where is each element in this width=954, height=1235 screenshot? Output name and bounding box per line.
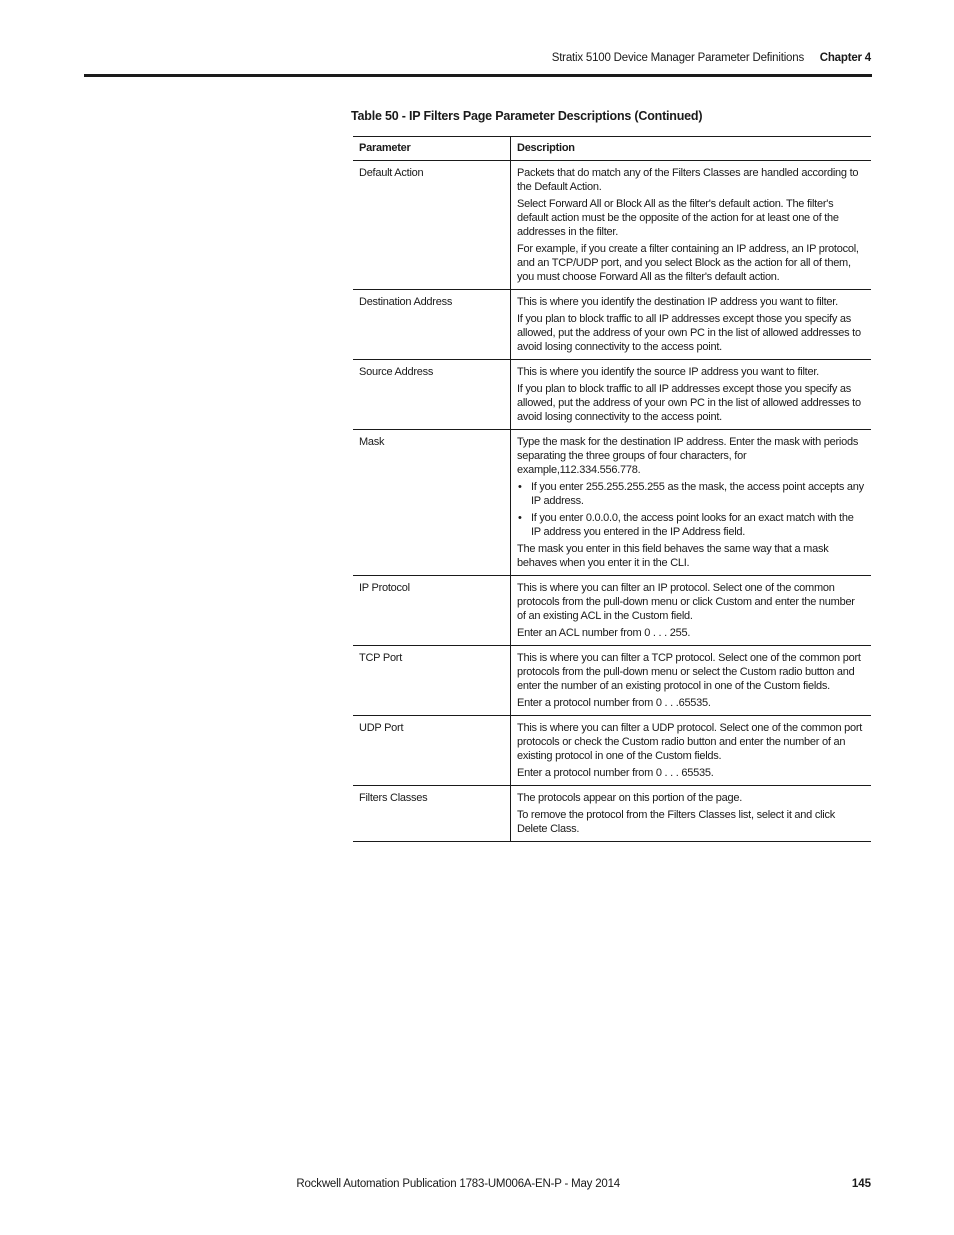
description-paragraph: If you plan to block traffic to all IP addresses except those you specify as allowed, put the address of your own PC in the list of allowed addresses to avoid losing connectivity to the access point. (517, 383, 861, 423)
header-rule (84, 74, 872, 77)
table-body (353, 161, 871, 842)
header-chapter-label: Chapter 4 (819, 52, 871, 64)
description-paragraph: Select Forward All or Block All as the filter's default action. The filter's default action must be the opposite of the action for at least one of the addresses in the filter. (517, 198, 839, 238)
parameter-name: Destination Address (353, 290, 511, 360)
description-paragraph: Enter an ACL number from 0 . . . 255. (517, 627, 691, 639)
bullet-icon: • (518, 512, 522, 524)
bullet-text: If you enter 0.0.0.0, the access point looks for an exact match with the IP address you entered in the IP Address field. (531, 512, 854, 538)
description-paragraph: To remove the protocol from the Filters Classes list, select it and click Delete Class. (517, 809, 835, 835)
parameter-description (511, 360, 872, 430)
parameter-name: Mask (353, 430, 511, 576)
bullet-item (517, 480, 865, 508)
parameter-table (353, 136, 871, 842)
parameter-description (511, 576, 872, 646)
table-row (353, 161, 871, 290)
running-header (0, 52, 954, 68)
parameter-name: Default Action (353, 161, 511, 290)
description-paragraph: Packets that do match any of the Filters Classes are handled according to the Default Action. (517, 167, 859, 193)
parameter-description (511, 646, 872, 716)
page-number: 145 (851, 1178, 871, 1190)
bullet-text: If you enter 255.255.255.255 as the mask, the access point accepts any IP address. (531, 481, 864, 507)
column-header-description: Description (511, 137, 872, 161)
description-paragraph: Enter a protocol number from 0 . . . 65535. (517, 767, 714, 779)
parameter-description (511, 290, 872, 360)
parameter-name: Source Address (353, 360, 511, 430)
parameter-name: UDP Port (353, 716, 511, 786)
table-title: Table 50 - IP Filters Page Parameter Descriptions (Continued) (351, 109, 703, 123)
table-row (353, 576, 871, 646)
description-paragraph: This is where you can filter a TCP protocol. Select one of the common port protocols from the pull-down menu or select the Custom radio button and enter the number of an existing protocol in one of the Custom fields. (517, 652, 861, 692)
parameter-name: Filters Classes (353, 786, 511, 842)
parameter-name: TCP Port (353, 646, 511, 716)
column-header-parameter: Parameter (353, 137, 511, 161)
header-section-title: Stratix 5100 Device Manager Parameter Definitions (551, 52, 804, 64)
parameter-description (511, 161, 872, 290)
description-paragraph: Enter a protocol number from 0 . . .65535. (517, 697, 711, 709)
description-paragraph: For example, if you create a filter containing an IP address, an IP protocol, and an TCP/UDP port, and you select Block as the action for all of them, you must choose Forward All as the filter's default action. (517, 243, 859, 283)
parameter-description (511, 786, 872, 842)
description-paragraph: The mask you enter in this field behaves the same way that a mask behaves when you enter it in the CLI. (517, 543, 829, 569)
description-paragraph: This is where you identify the destination IP address you want to filter. (517, 296, 838, 308)
table-row (353, 786, 871, 842)
description-paragraph: If you plan to block traffic to all IP addresses except those you specify as allowed, put the address of your own PC in the list of allowed addresses to avoid losing connectivity to the access point. (517, 313, 861, 353)
parameter-description (511, 716, 872, 786)
description-paragraph: This is where you can filter a UDP protocol. Select one of the common port protocols or check the Custom radio button and enter the number of an existing protocol in one of the Custom fields. (517, 722, 863, 762)
description-paragraph: Type the mask for the destination IP address. Enter the mask with periods separating the three groups of four characters, for example,112.334.556.778. (517, 436, 859, 476)
description-bullet-list (517, 480, 865, 539)
table-row (353, 360, 871, 430)
description-paragraph: This is where you can filter an IP protocol. Select one of the common protocols from the pull-down menu or click Custom and enter the number of an existing ACL in the Custom field. (517, 582, 855, 622)
table-header-row (353, 137, 871, 161)
bullet-icon: • (518, 481, 522, 493)
parameter-name: IP Protocol (353, 576, 511, 646)
bullet-item (517, 511, 865, 539)
table-row (353, 716, 871, 786)
description-paragraph: This is where you identify the source IP address you want to filter. (517, 366, 819, 378)
description-paragraph: The protocols appear on this portion of the page. (517, 792, 743, 804)
table-row (353, 430, 871, 576)
table-row (353, 290, 871, 360)
footer-publication: Rockwell Automation Publication 1783-UM006A-EN-P - May 2014 (296, 1178, 620, 1190)
parameter-description (511, 430, 872, 576)
table-row (353, 646, 871, 716)
